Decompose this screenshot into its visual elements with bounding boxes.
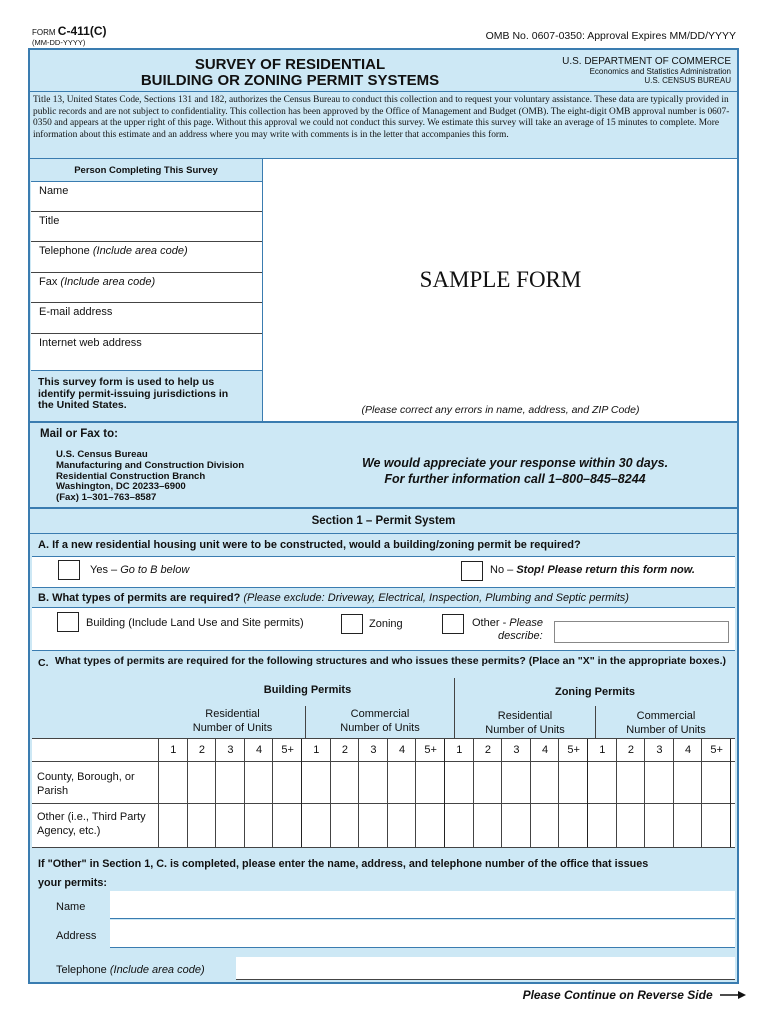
unit-col-header: 5+ <box>710 744 723 756</box>
name-field[interactable] <box>31 181 262 212</box>
mail-heading: Mail or Fax to: <box>40 428 118 440</box>
form-prefix: FORM <box>32 28 56 37</box>
question-b <box>38 592 629 604</box>
title-block <box>30 50 737 92</box>
group-zoning-residential <box>455 709 595 737</box>
permit-grid-cell[interactable] <box>703 762 730 802</box>
permit-grid-cell[interactable] <box>618 762 645 802</box>
fax-field[interactable] <box>31 273 262 303</box>
office-address-label: Address <box>56 930 97 942</box>
group-zoning-commercial <box>596 709 736 737</box>
permit-grid-cell[interactable] <box>618 804 645 844</box>
telephone-label: Telephone <box>39 245 90 257</box>
office-phone-label-wrap <box>56 964 205 976</box>
permit-grid-cell[interactable] <box>303 804 330 844</box>
other-describe-input[interactable] <box>554 621 729 643</box>
question-c <box>38 655 728 668</box>
other-hint-2: describe: <box>498 629 543 642</box>
permit-grid-cell[interactable] <box>646 762 673 802</box>
building-option-label: Building (Include Land Use and Site permits) <box>86 617 304 629</box>
permit-grid-cell[interactable] <box>417 762 444 802</box>
yes-checkbox[interactable] <box>58 560 80 580</box>
permit-grid-cell[interactable] <box>160 804 187 844</box>
permit-grid-cell[interactable] <box>217 762 244 802</box>
zoning-permits-heading: Zoning Permits <box>554 686 636 698</box>
permit-grid-cell[interactable] <box>446 762 473 802</box>
permit-grid-cell[interactable] <box>189 804 216 844</box>
permit-grid-cell[interactable] <box>246 804 273 844</box>
group-4-line-2: Number of Units <box>626 724 706 736</box>
unit-col-header: 2 <box>341 744 348 756</box>
legal-notice: Title 13, United States Code, Sections 131 and 182, authorizes the Census Bureau to conduct this collection and to request your voluntary assistance. These data are typically provided in public records and are not subject to confidentiality. This collection has been approved by the Office of Management and Budget (OMB). The eight-digit OMB approval number is 0607-0350 and appears at the upper right of this page. Without this approval we could not conduct this survey. We estimate this survey will take an average of 15 minutes to complete. More information about this estimate and an address where you may write with comments is in the letter that accompanies this form. <box>33 95 730 140</box>
other-option <box>472 617 543 642</box>
office-name-input[interactable] <box>110 891 735 919</box>
unit-col-header: 4 <box>685 744 692 756</box>
permit-grid-cell[interactable] <box>389 762 416 802</box>
permit-grid-cell[interactable] <box>360 804 387 844</box>
agency-2: Economics and Statistics Administration <box>589 67 731 76</box>
mail-line-1: U.S. Census Bureau <box>56 449 148 460</box>
yes-hint: Go to B below <box>120 564 190 576</box>
permit-grid-cell[interactable] <box>274 804 301 844</box>
group-1-line-2: Number of Units <box>192 722 273 734</box>
unit-col-header: 4 <box>542 744 549 756</box>
mail-divider-top <box>30 421 737 423</box>
permit-grid-cell[interactable] <box>303 762 330 802</box>
agency-1: U.S. DEPARTMENT OF COMMERCE <box>562 56 731 67</box>
permit-grid-cell[interactable] <box>675 804 702 844</box>
fax-hint: (Include area code) <box>60 276 156 288</box>
unit-col-header: 3 <box>370 744 377 756</box>
mail-line-2: Manufacturing and Construction Division <box>56 459 245 471</box>
title-label: Title <box>39 215 60 227</box>
row-county <box>37 770 162 798</box>
office-name-label: Name <box>56 901 86 913</box>
permit-grid-cell[interactable] <box>189 762 216 802</box>
continue-note <box>523 988 746 1003</box>
group-4-line-1: Commercial <box>636 710 696 722</box>
form-number: C-411(C) <box>57 24 107 38</box>
purpose-text: This survey form is used to help us identify permit-issuing jurisdictions in the United States. <box>38 376 229 411</box>
permit-grid-cell[interactable] <box>675 762 702 802</box>
permit-grid-cell[interactable] <box>703 804 730 844</box>
other-label: Other - <box>472 617 507 629</box>
no-option <box>490 564 695 576</box>
unit-col-header: 3 <box>656 744 663 756</box>
permit-grid-cell[interactable] <box>360 762 387 802</box>
other-hint-1: Please <box>509 617 543 629</box>
row-other-line-1: Other (i.e., Third Party <box>37 811 146 823</box>
permit-grid-cell[interactable] <box>503 762 530 802</box>
telephone-hint: (Include area code) <box>92 245 188 257</box>
row-county-line-1: County, Borough, or <box>37 771 135 783</box>
unit-col-header: 3 <box>227 744 234 756</box>
response-request: We would appreciate your response within 30 days. <box>361 456 669 470</box>
no-checkbox[interactable] <box>461 561 483 581</box>
unit-col-header: 5+ <box>567 744 580 756</box>
other-checkbox[interactable] <box>442 614 464 634</box>
qc-letter: C. <box>38 657 49 669</box>
mail-line-5: (Fax) 1–301–763–8587 <box>56 492 157 504</box>
unit-col-header: 1 <box>170 744 177 756</box>
telephone-field[interactable] <box>31 242 262 273</box>
other-office-note <box>38 855 733 893</box>
qb-text: What types of permits are required? <box>52 592 241 604</box>
qc-text: What types of permits are required for the following structures and who issues these permits? (Place an "X" in the appropriate boxes.) <box>55 655 727 667</box>
unit-col-header: 2 <box>627 744 634 756</box>
other-note-line-1: If "Other" in Section 1, C. is completed, please enter the name, address, and telephone number of the office that issues <box>38 858 649 870</box>
group-divider-1 <box>305 706 306 742</box>
group-building-residential <box>160 707 305 735</box>
no-label: No – <box>490 564 514 576</box>
zoning-option-label: Zoning <box>369 618 403 630</box>
permit-grid-cell[interactable] <box>646 804 673 844</box>
grid-col-divider <box>730 739 731 847</box>
office-address-input[interactable] <box>110 920 735 948</box>
group-divider-3 <box>595 706 596 742</box>
person-heading: Person Completing This Survey <box>74 165 218 176</box>
form-date: (MM-DD-YYYY) <box>32 38 86 47</box>
omb-number: OMB No. 0607-0350: Approval Expires MM/DD/YYYY <box>485 30 736 42</box>
survey-title-2: BUILDING OR ZONING PERMIT SYSTEMS <box>140 72 440 89</box>
unit-col-header: 4 <box>399 744 406 756</box>
name-label: Name <box>39 185 69 197</box>
row-other <box>37 810 162 838</box>
permit-grid-cell[interactable] <box>475 804 502 844</box>
permit-grid-cell[interactable] <box>332 804 359 844</box>
continue-text: Please Continue on Reverse Side <box>522 988 713 1002</box>
unit-col-header: 2 <box>198 744 205 756</box>
other-note-line-2: your permits: <box>38 877 107 889</box>
form-id <box>32 24 106 38</box>
unit-col-header: 5+ <box>424 744 437 756</box>
building-permits-heading: Building Permits <box>263 684 352 696</box>
qa-text: If a new residential housing unit were to be constructed, would a building/zoning permit be required? <box>52 539 581 551</box>
row-county-line-2: Parish <box>37 785 69 797</box>
mail-line-4: Washington, DC 20233–6900 <box>56 481 186 493</box>
title-field[interactable] <box>31 212 262 242</box>
office-phone-label: Telephone <box>56 964 107 976</box>
permit-grid-cell[interactable] <box>389 804 416 844</box>
yes-option <box>90 564 189 576</box>
permit-grid-cell[interactable] <box>446 804 473 844</box>
mail-line-3: Residential Construction Branch <box>56 470 206 482</box>
group-3-line-2: Number of Units <box>485 724 565 736</box>
unit-col-header: 5+ <box>281 744 294 756</box>
question-a <box>38 539 581 551</box>
sample-form-label: SAMPLE FORM <box>419 267 582 292</box>
permit-grid-cell[interactable] <box>589 762 616 802</box>
section1-title: Section 1 – Permit System <box>311 515 456 527</box>
section1-line <box>30 533 737 534</box>
arrow-right-icon <box>720 989 746 1003</box>
permit-grid-cell[interactable] <box>160 762 187 802</box>
unit-col-header: 3 <box>513 744 520 756</box>
office-phone-input[interactable] <box>236 957 735 980</box>
fax-label: Fax <box>39 276 58 288</box>
office-phone-hint: (Include area code) <box>109 964 205 976</box>
permit-grid-cell[interactable] <box>332 762 359 802</box>
group-2-line-2: Number of Units <box>340 722 420 734</box>
qa-letter: A. <box>38 539 49 551</box>
zoning-checkbox[interactable] <box>341 614 363 634</box>
row-other-line-2: Agency, etc.) <box>37 825 101 837</box>
group-3-line-1: Residential <box>497 710 553 722</box>
group-1-line-1: Residential <box>205 708 260 720</box>
agency-3: U.S. CENSUS BUREAU <box>644 76 731 85</box>
unit-col-header: 1 <box>599 744 606 756</box>
permit-grid-cell[interactable] <box>475 762 502 802</box>
permit-grid-cell[interactable] <box>217 804 244 844</box>
website-field[interactable] <box>31 334 262 371</box>
qb-hint: (Please exclude: Driveway, Electrical, Inspection, Plumbing and Septic permits) <box>243 592 629 604</box>
correction-note: (Please correct any errors in name, address, and ZIP Code) <box>361 404 640 416</box>
permit-grid-cell[interactable] <box>274 762 301 802</box>
no-hint: Stop! Please return this form now. <box>516 564 695 576</box>
email-label: E-mail address <box>39 306 113 318</box>
permit-grid-cell[interactable] <box>560 804 587 844</box>
qb-letter: B. <box>38 592 49 604</box>
permit-grid-cell[interactable] <box>532 804 559 844</box>
unit-col-header: 4 <box>256 744 263 756</box>
email-field[interactable] <box>31 303 262 334</box>
unit-col-header: 1 <box>313 744 320 756</box>
group-building-commercial <box>306 707 454 735</box>
permit-grid-cell[interactable] <box>560 762 587 802</box>
permit-grid-cell[interactable] <box>246 762 273 802</box>
permit-grid-cell[interactable] <box>503 804 530 844</box>
building-checkbox[interactable] <box>57 612 79 632</box>
info-phone: For further information call 1–800–845–8244 <box>384 472 646 486</box>
permit-grid-cell[interactable] <box>532 762 559 802</box>
address-panel <box>262 159 737 421</box>
group-2-line-1: Commercial <box>350 708 410 720</box>
survey-title-1: SURVEY OF RESIDENTIAL <box>194 56 386 73</box>
unit-col-header: 2 <box>484 744 491 756</box>
website-label: Internet web address <box>39 337 142 349</box>
mail-address <box>56 450 244 504</box>
yes-label: Yes – <box>90 564 118 576</box>
unit-col-header: 1 <box>456 744 463 756</box>
section1-divider <box>30 507 737 509</box>
permit-grid-cell[interactable] <box>589 804 616 844</box>
permit-grid-cell[interactable] <box>417 804 444 844</box>
